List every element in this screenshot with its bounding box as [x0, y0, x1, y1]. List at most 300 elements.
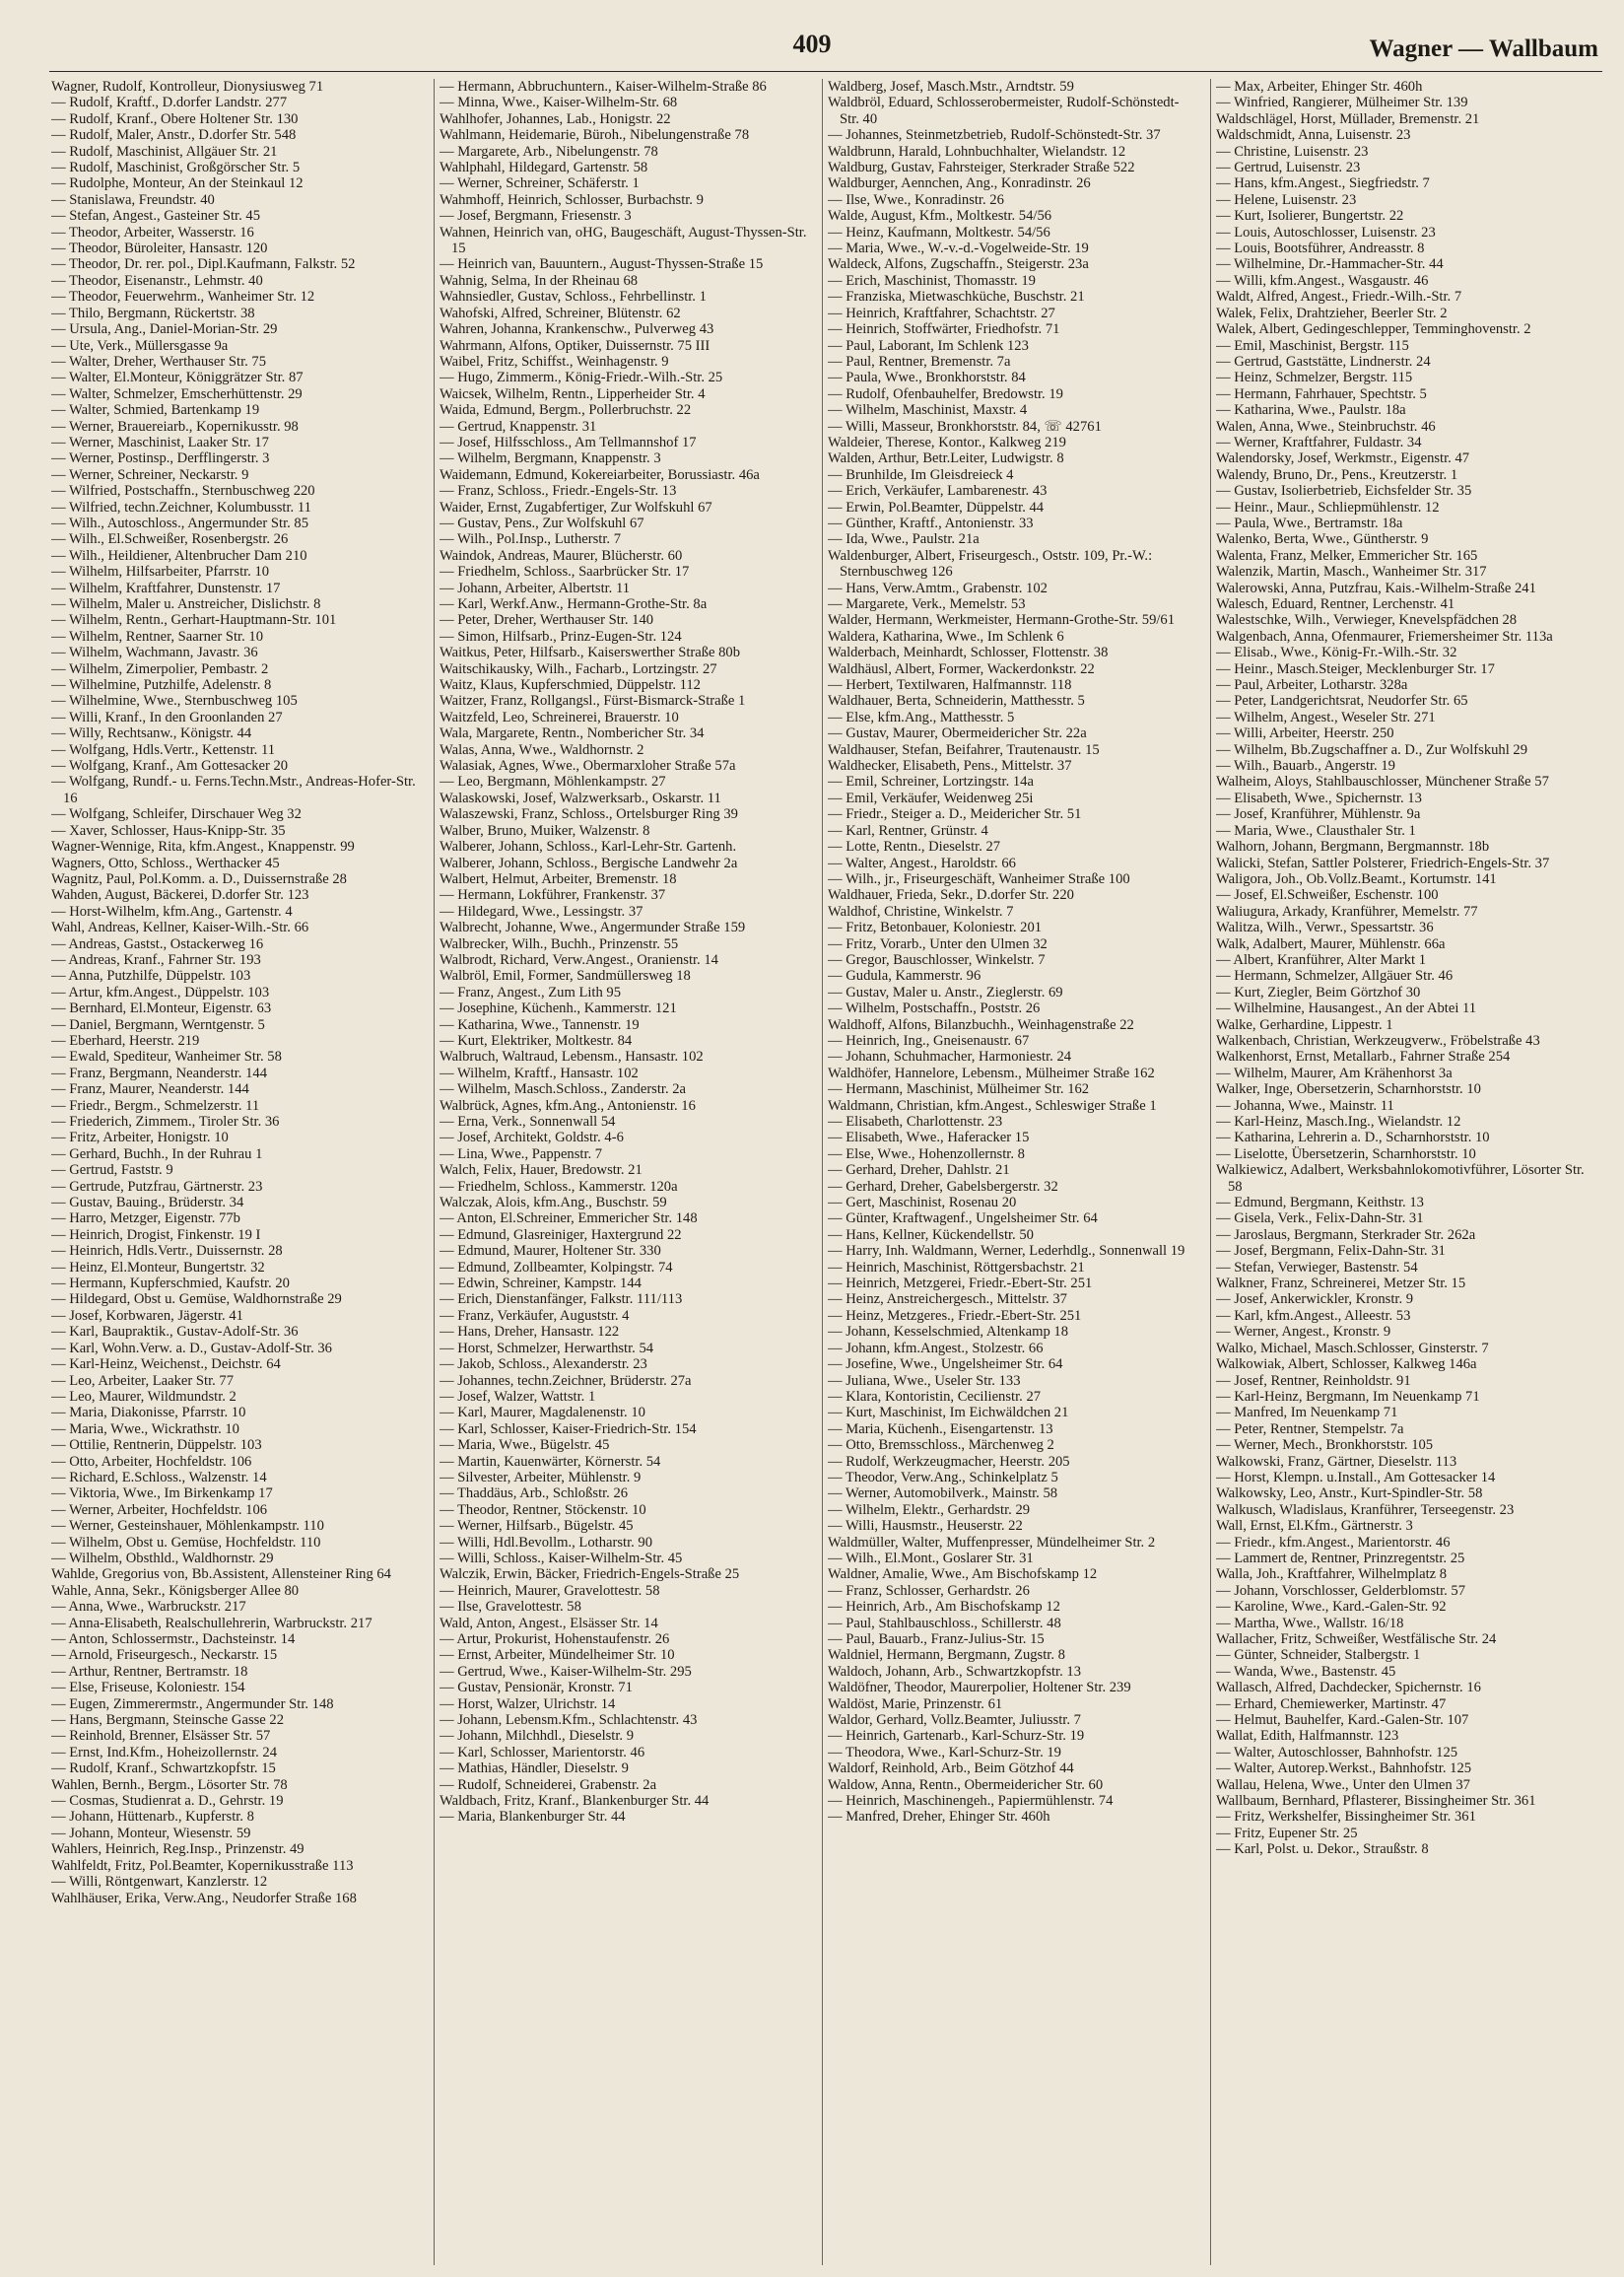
directory-entry: Wahnig, Selma, In der Rheinau 68	[440, 272, 639, 289]
directory-entry: Wahnen, Heinrich van, oHG, Baugeschäft, August-Thyssen-Str. 15	[440, 224, 807, 257]
directory-entry: — Karl-Heinz, Weichenst., Deichstr. 64	[51, 1356, 281, 1373]
directory-entry: — Edmund, Glasreiniger, Haxtergrund 22	[440, 1226, 682, 1243]
directory-entry: — Liselotte, Übersetzerin, Scharnhorststr. 10	[1216, 1145, 1476, 1162]
directory-entry: — Arthur, Rentner, Bertramstr. 18	[51, 1663, 248, 1680]
directory-entry: — Johann, kfm.Angest., Stolzestr. 66	[828, 1340, 1044, 1356]
directory-entry: — Gustav, Isolierbetrieb, Eichsfelder Str. 35	[1216, 483, 1472, 500]
directory-entry: Walkowiak, Albert, Schlosser, Kalkweg 146a	[1216, 1356, 1477, 1373]
directory-entry: Waliugura, Arkady, Kranführer, Memelstr. 77	[1216, 903, 1478, 920]
directory-entry: — Thaddäus, Arb., Schloßstr. 26	[440, 1485, 629, 1502]
directory-entry: — Hermann, Maschinist, Mülheimer Str. 162	[828, 1081, 1090, 1098]
directory-entry: — Otto, Bremsschloss., Märchenweg 2	[828, 1437, 1054, 1454]
directory-entry: — Heinr., Maur., Schliepmühlenstr. 12	[1216, 499, 1440, 516]
directory-entry: — Ernst, Ind.Kfm., Hoheizollernstr. 24	[51, 1744, 278, 1760]
directory-entry: — Erich, Dienstanfänger, Falkstr. 111/113	[440, 1291, 683, 1308]
directory-entry: Walk, Adalbert, Maurer, Mühlenstr. 66a	[1216, 935, 1446, 952]
directory-entry: Walden, Arthur, Betr.Leiter, Ludwigstr. 8	[828, 450, 1064, 467]
directory-entry: Wall, Ernst, El.Kfm., Gärtnerstr. 3	[1216, 1518, 1413, 1535]
directory-entry: Waldöfner, Theodor, Maurerpolier, Holtener Str. 239	[828, 1680, 1131, 1696]
directory-entry: — Johann, Schuhmacher, Harmoniestr. 24	[828, 1049, 1072, 1066]
directory-entry: — Gertrude, Putzfrau, Gärtnerstr. 23	[51, 1178, 263, 1195]
directory-entry: Waldow, Anna, Rentn., Obermeidericher Str. 60	[828, 1776, 1104, 1793]
directory-entry: Walkiewicz, Adalbert, Werksbahnlokomotivführer, Lösorter Str. 58	[1216, 1162, 1585, 1195]
directory-entry: — Hermann, Schmelzer, Allgäuer Str. 46	[1216, 968, 1454, 985]
directory-entry: — Wilhelm, Hilfsarbeiter, Pfarrstr. 10	[51, 564, 270, 581]
directory-entry: — Josef, Kranführer, Mühlenstr. 9a	[1216, 806, 1421, 823]
directory-entry: — Wilh., El.Mont., Goslarer Str. 31	[828, 1550, 1034, 1566]
directory-entry: — Wilhelm, Masch.Schloss., Zanderstr. 2a	[440, 1081, 687, 1098]
directory-entry: Wagners, Otto, Schloss., Werthacker 45	[51, 855, 280, 871]
directory-entry: — Stanislawa, Freundstr. 40	[51, 191, 215, 208]
directory-entry: Walenzik, Martin, Masch., Wanheimer Str. 317	[1216, 564, 1487, 581]
directory-entry: Waldenburger, Albert, Friseurgesch., Oststr. 109, Pr.-W.: Sternbuschweg 126	[828, 547, 1153, 581]
directory-entry: Waitkus, Peter, Hilfsarb., Kaiserswerther Straße 80b	[440, 645, 741, 661]
column-divider	[434, 79, 435, 2265]
directory-entry: Waldner, Amalie, Wwe., Am Bischofskamp 12	[828, 1566, 1098, 1583]
directory-entry: — Willi, Masseur, Bronkhorststr. 84, ☏ 42761	[828, 418, 1102, 435]
directory-entry: — Horst, Schmelzer, Herwarthstr. 54	[440, 1340, 654, 1356]
directory-entry: — Emil, Schreiner, Lortzingstr. 14a	[828, 774, 1034, 791]
directory-entry: — Franz, Schlosser, Gerhardstr. 26	[828, 1582, 1030, 1599]
directory-entry: — Ute, Verk., Müllersgasse 9a	[51, 337, 229, 354]
directory-entry: — Helene, Luisenstr. 23	[1216, 191, 1357, 208]
directory-entry: — Heinz, Kaufmann, Moltkestr. 54/56	[828, 224, 1050, 241]
directory-entry: — Karl, Baupraktik., Gustav-Adolf-Str. 36	[51, 1324, 299, 1341]
directory-entry: — Johann, Kesselschmied, Altenkamp 18	[828, 1324, 1069, 1341]
directory-entry: — Karoline, Wwe., Kard.-Galen-Str. 92	[1216, 1599, 1447, 1616]
directory-entry: Walbröl, Emil, Former, Sandmüllersweg 18	[440, 968, 691, 985]
directory-entry: Walasiak, Agnes, Wwe., Obermarxloher Straße 57a	[440, 758, 736, 775]
directory-entry: Wahofski, Alfred, Schreiner, Blütenstr. 62	[440, 305, 681, 321]
directory-entry: — Rudolf, Kraftf., D.dorfer Landstr. 277	[51, 95, 288, 111]
directory-entry: — Werner, Mech., Bronkhorststr. 105	[1216, 1437, 1434, 1454]
directory-entry: — Gertrud, Faststr. 9	[51, 1162, 173, 1179]
directory-entry: — Johann, Lebensm.Kfm., Schlachtenstr. 43	[440, 1712, 698, 1729]
directory-entry: — Hans, Bergmann, Steinsche Gasse 22	[51, 1712, 285, 1729]
directory-entry: — Heinz, Anstreichergesch., Mittelstr. 37	[828, 1291, 1067, 1308]
directory-entry: Walbert, Helmut, Arbeiter, Bremenstr. 18	[440, 870, 677, 887]
directory-entry: — Werner, Gesteinshauer, Möhlenkampstr. 110	[51, 1518, 324, 1535]
directory-entry: Walla, Joh., Kraftfahrer, Wilhelmplatz 8	[1216, 1566, 1448, 1583]
directory-entry: Wahmhoff, Heinrich, Schlosser, Burbachstr. 9	[440, 191, 704, 208]
directory-entry: — Ewald, Spediteur, Wanheimer Str. 58	[51, 1049, 282, 1066]
directory-entry: Walberer, Johann, Schloss., Karl-Lehr-Str. Gartenh.	[440, 839, 737, 856]
directory-entry: Walch, Felix, Hauer, Bredowstr. 21	[440, 1162, 643, 1179]
directory-entry: Wahl, Andreas, Kellner, Kaiser-Wilh.-Str. 66	[51, 920, 309, 936]
directory-entry: — Wilhelm, Elektr., Gerhardstr. 29	[828, 1501, 1031, 1518]
directory-entry: — Wilhelmine, Putzhilfe, Adelenstr. 8	[51, 677, 272, 694]
directory-entry: Wagner-Wennige, Rita, kfm.Angest., Knappenstr. 99	[51, 839, 355, 856]
directory-entry: — Josephine, Küchenh., Kammerstr. 121	[440, 1000, 677, 1017]
directory-entry: — Elisabeth, Wwe., Spichernstr. 13	[1216, 790, 1422, 806]
directory-entry: Waldor, Gerhard, Vollz.Beamter, Juliusstr. 7	[828, 1712, 1081, 1729]
directory-entry: — Leo, Bergmann, Möhlenkampstr. 27	[440, 774, 666, 791]
directory-entry: — Heinz, El.Monteur, Bungertstr. 32	[51, 1259, 265, 1276]
directory-entry: — Wilhelm, Maurer, Am Krähenhorst 3a	[1216, 1065, 1453, 1081]
directory-entry: — Erhard, Chemiewerker, Martinstr. 47	[1216, 1695, 1447, 1712]
directory-entry: — Werner, Schreiner, Schäferstr. 1	[440, 175, 640, 192]
directory-entry: — Ida, Wwe., Paulstr. 21a	[828, 531, 980, 548]
directory-entry: — Willi, Kranf., In den Groonlanden 27	[51, 709, 283, 725]
directory-entry: — Hans, kfm.Angest., Siegfriedstr. 7	[1216, 175, 1430, 192]
directory-entry: — Maria, Blankenburger Str. 44	[440, 1809, 626, 1826]
directory-entry: — Ilse, Wwe., Konradinstr. 26	[828, 191, 1004, 208]
directory-entry: — Johann, Vorschlosser, Gelderblomstr. 57	[1216, 1582, 1466, 1599]
directory-entry: — Anton, Schlossermstr., Dachsteinstr. 14	[51, 1631, 296, 1647]
directory-entry: — Wilhelm, Kraftf., Hansastr. 102	[440, 1065, 639, 1081]
directory-entry: — Paul, Laborant, Im Schlenk 123	[828, 337, 1029, 354]
directory-entry: Walek, Felix, Drahtzieher, Beerler Str. 2	[1216, 305, 1448, 321]
directory-entry: Wahlhäuser, Erika, Verw.Ang., Neudorfer Straße 168	[51, 1890, 357, 1906]
directory-entry: — Rudolf, Kranf., Obere Holtener Str. 130	[51, 110, 299, 127]
directory-entry: — Viktoria, Wwe., Im Birkenkamp 17	[51, 1485, 273, 1502]
directory-entry: — Peter, Rentner, Stempelstr. 7a	[1216, 1420, 1404, 1437]
directory-entry: Waldeier, Therese, Kontor., Kalkweg 219	[828, 434, 1066, 450]
directory-entry: — Heinrich, Maschinengeh., Papiermühlenstr. 74	[828, 1793, 1114, 1810]
directory-entry: — Wilfried, techn.Zeichner, Kolumbusstr. 11	[51, 499, 311, 516]
directory-entry: Walbrodt, Richard, Verw.Angest., Oranienstr. 14	[440, 951, 718, 968]
directory-entry: — Elisab., Wwe., König-Fr.-Wilh.-Str. 32	[1216, 645, 1457, 661]
directory-entry: — Johannes, techn.Zeichner, Brüderstr. 27a	[440, 1372, 692, 1389]
directory-entry: — Otto, Arbeiter, Hochfeldstr. 106	[51, 1453, 252, 1470]
directory-entry: Walde, August, Kfm., Moltkestr. 54/56	[828, 208, 1052, 225]
directory-entry: — Mathias, Händler, Dieselstr. 9	[440, 1760, 629, 1777]
directory-entry: Waitz, Klaus, Kupferschmied, Düppelstr. 112	[440, 677, 701, 694]
directory-entry: Wahlmann, Heidemarie, Büroh., Nibelungenstraße 78	[440, 127, 750, 144]
directory-entry: Waitzfeld, Leo, Schreinerei, Brauerstr. 10	[440, 709, 679, 725]
directory-entry: — Maria, Wwe., Clausthaler Str. 1	[1216, 822, 1416, 839]
directory-entry: — Walter, Autoschlosser, Bahnhofstr. 125	[1216, 1744, 1458, 1760]
directory-entry: — Katharina, Wwe., Tannenstr. 19	[440, 1016, 640, 1033]
directory-entry: Wallacher, Fritz, Schweißer, Westfälische Str. 24	[1216, 1631, 1497, 1647]
directory-entry: — Friedr., Steiger a. D., Meidericher Str. 51	[828, 806, 1082, 823]
directory-entry: Waider, Ernst, Zugabfertiger, Zur Wolfskuhl 67	[440, 499, 712, 516]
directory-entry: — Katharina, Wwe., Paulstr. 18a	[1216, 402, 1406, 419]
directory-entry: — Johann, Milchhdl., Dieselstr. 9	[440, 1728, 635, 1745]
directory-entry: — Hermann, Fahrhauer, Spechtstr. 5	[1216, 385, 1427, 402]
directory-entry: Waibel, Fritz, Schiffst., Weinhagenstr. 9	[440, 353, 669, 370]
directory-entry: — Erich, Maschinist, Thomasstr. 19	[828, 272, 1036, 289]
directory-entry: — Theodor, Verw.Ang., Schinkelplatz 5	[828, 1469, 1058, 1485]
directory-entry: — Willi, Schloss., Kaiser-Wilhelm-Str. 45	[440, 1550, 683, 1566]
directory-entry: — Anna-Elisabeth, Realschullehrerin, Warbruckstr. 217	[51, 1615, 372, 1631]
directory-entry: — Else, Wwe., Hohenzollernstr. 8	[828, 1145, 1025, 1162]
directory-entry: Walbruch, Waltraud, Lebensm., Hansastr. 102	[440, 1049, 704, 1066]
directory-entry: Wahnsiedler, Gustav, Schloss., Fehrbellinstr. 1	[440, 289, 707, 306]
directory-entry: — Hans, Dreher, Hansastr. 122	[440, 1324, 620, 1341]
directory-entry: — Rudolf, Schneiderei, Grabenstr. 2a	[440, 1776, 657, 1793]
directory-entry: Waldhof, Christine, Winkelstr. 7	[828, 903, 1014, 920]
directory-entry: — Fritz, Arbeiter, Honigstr. 10	[51, 1130, 229, 1146]
directory-entry: Walaszewski, Franz, Schloss., Ortelsburger Ring 39	[440, 806, 738, 823]
directory-entry: — Karl, Schlosser, Kaiser-Friedrich-Str. 154	[440, 1420, 697, 1437]
directory-entry: — Heinrich, Arb., Am Bischofskamp 12	[828, 1599, 1060, 1616]
directory-entry: — Karl, Schlosser, Marientorstr. 46	[440, 1744, 645, 1760]
directory-entry: Waldhäusl, Albert, Former, Wackerdonkstr. 22	[828, 660, 1095, 677]
directory-entry: Walas, Anna, Wwe., Waldhornstr. 2	[440, 741, 644, 758]
directory-entry: — Walter, Dreher, Werthauser Str. 75	[51, 353, 267, 370]
directory-entry: — Wilfried, Postschaffn., Sternbuschweg 220	[51, 483, 315, 500]
directory-entry: — Josef, Architekt, Goldstr. 4-6	[440, 1130, 624, 1146]
directory-entry: Waindok, Andreas, Maurer, Blücherstr. 60	[440, 547, 683, 564]
directory-entry: — Eberhard, Heerstr. 219	[51, 1032, 200, 1049]
directory-entry: — Cosmas, Studienrat a. D., Gehrstr. 19	[51, 1793, 284, 1810]
directory-entry: — Anna, Putzhilfe, Düppelstr. 103	[51, 968, 251, 985]
directory-entry: — Harro, Metzger, Eigenstr. 77b	[51, 1210, 240, 1227]
directory-entry: Wagnitz, Paul, Pol.Komm. a. D., Duissernstraße 28	[51, 870, 347, 887]
directory-entry: Walestschke, Wilh., Verwieger, Knevelspfädchen 28	[1216, 612, 1518, 629]
directory-entry: Walkner, Franz, Schreinerei, Metzer Str. 15	[1216, 1276, 1466, 1292]
directory-entry: — Elisabeth, Wwe., Haferacker 15	[828, 1130, 1030, 1146]
directory-entry: Waldeck, Alfons, Zugschaffn., Steigerstr. 23a	[828, 256, 1089, 273]
directory-entry: — Maria, Diakonisse, Pfarrstr. 10	[51, 1405, 246, 1421]
directory-entry: — Edmund, Zollbeamter, Kolpingstr. 74	[440, 1259, 673, 1276]
directory-entry: — Werner, Hilfsarb., Bügelstr. 45	[440, 1518, 634, 1535]
directory-entry: — Franz, Maurer, Neanderstr. 144	[51, 1081, 249, 1098]
column-divider	[1210, 79, 1211, 2265]
directory-entry: — Herbert, Textilwaren, Halfmannstr. 118	[828, 677, 1072, 694]
directory-entry: — Theodor, Feuerwehrm., Wanheimer Str. 12	[51, 289, 315, 306]
directory-entry: — Wilhelmine, Wwe., Sternbuschweg 105	[51, 693, 298, 710]
directory-entry: — Rudolf, Maschinist, Großgörscher Str. 5	[51, 160, 301, 176]
directory-entry: — Josef, El.Schweißer, Eschenstr. 100	[1216, 887, 1439, 904]
directory-entry: — Wilh., Autoschloss., Angermunder Str. 85	[51, 515, 309, 531]
directory-entry: — Klara, Kontoristin, Cecilienstr. 27	[828, 1388, 1042, 1405]
directory-entry: — Franz, Bergmann, Neanderstr. 144	[51, 1065, 267, 1081]
directory-entry: — Wilhelm, Bergmann, Knappenstr. 3	[440, 450, 661, 467]
directory-entry: Walkowski, Franz, Gärtner, Dieselstr. 113	[1216, 1453, 1457, 1470]
directory-entry: Waldhöfer, Hannelore, Lebensm., Mülheimer Straße 162	[828, 1065, 1155, 1081]
directory-entry: — Jakob, Schloss., Alexanderstr. 23	[440, 1356, 647, 1373]
directory-entry: — Hugo, Zimmerm., König-Friedr.-Wilh.-Str. 25	[440, 370, 723, 386]
directory-entry: Walhorn, Johann, Bergmann, Bergmannstr. 18b	[1216, 839, 1490, 856]
directory-entry: — Rudolf, Werkzeugmacher, Heerstr. 205	[828, 1453, 1070, 1470]
directory-entry: Walkusch, Wladislaus, Kranführer, Terseegenstr. 23	[1216, 1501, 1515, 1518]
directory-entry: — Gustav, Maler u. Anstr., Zieglerstr. 69	[828, 984, 1063, 1000]
directory-entry: Walenko, Berta, Wwe., Güntherstr. 9	[1216, 531, 1429, 548]
directory-entry: — Gustav, Pensionär, Kronstr. 71	[440, 1680, 633, 1696]
directory-entry: — Erna, Verk., Sonnenwall 54	[440, 1114, 616, 1130]
directory-entry: Walendorsky, Josef, Werkmstr., Eigenstr. 47	[1216, 450, 1470, 467]
directory-entry: — Else, Friseuse, Koloniestr. 154	[51, 1680, 245, 1696]
directory-entry: — Wilhelm, Obsthld., Waldhornstr. 29	[51, 1550, 274, 1566]
column-1	[51, 79, 421, 2267]
directory-entry: Waldbach, Fritz, Kranf., Blankenburger Str. 44	[440, 1793, 710, 1810]
directory-entry: — Wilhelm, Rentner, Saarner Str. 10	[51, 628, 263, 645]
directory-entry: Wald, Anton, Angest., Elsässer Str. 14	[440, 1615, 658, 1631]
directory-entry: Waitschikausky, Wilh., Facharb., Lortzingstr. 27	[440, 660, 717, 677]
running-head: Wagner — Wallbaum	[1369, 35, 1598, 62]
directory-entry: Wahlers, Heinrich, Reg.Insp., Prinzenstr. 49	[51, 1841, 304, 1858]
directory-entry: — Artur, kfm.Angest., Düppelstr. 103	[51, 984, 270, 1000]
directory-entry: — Heinrich, Kraftfahrer, Schachtstr. 27	[828, 305, 1055, 321]
directory-entry: — Josef, Rentner, Reinholdstr. 91	[1216, 1372, 1411, 1389]
directory-entry: Walerowski, Anna, Putzfrau, Kais.-Wilhelm-Straße 241	[1216, 580, 1536, 596]
header-rule	[49, 71, 1602, 72]
directory-entry: Wallau, Helena, Wwe., Unter den Ulmen 37	[1216, 1776, 1470, 1793]
directory-entry: — Ottilie, Rentnerin, Düppelstr. 103	[51, 1437, 262, 1454]
directory-entry: — Katharina, Lehrerin a. D., Scharnhorststr. 10	[1216, 1130, 1490, 1146]
directory-entry: Waligora, Joh., Ob.Vollz.Beamt., Kortumstr. 141	[1216, 870, 1497, 887]
directory-entry: — Brunhilde, Im Gleisdreieck 4	[828, 466, 1014, 483]
directory-entry: Walkenbach, Christian, Werkzeugverw., Fröbelstraße 43	[1216, 1032, 1540, 1049]
directory-entry: — Günther, Kraftf., Antonienstr. 33	[828, 515, 1034, 531]
directory-entry: — Edwin, Schreiner, Kampstr. 144	[440, 1276, 642, 1292]
directory-entry: Walesch, Eduard, Rentner, Lerchenstr. 41	[1216, 596, 1455, 612]
directory-entry: — Manfred, Dreher, Ehinger Str. 460h	[828, 1809, 1050, 1826]
directory-entry: Walheim, Aloys, Stahlbauschlosser, Münchener Straße 57	[1216, 774, 1549, 791]
directory-entry: Waldbrunn, Harald, Lohnbuchhalter, Wielandstr. 12	[828, 143, 1126, 160]
directory-entry: Waldhauser, Stefan, Beifahrer, Trautenaustr. 15	[828, 741, 1100, 758]
directory-entry: Wahlen, Bernh., Bergm., Lösorter Str. 78	[51, 1776, 288, 1793]
directory-entry: — Heinrich, Ing., Gneisenaustr. 67	[828, 1032, 1030, 1049]
directory-entry: — Leo, Maurer, Wildmundstr. 2	[51, 1388, 237, 1405]
directory-entry: — Gertrud, Gaststätte, Lindnerstr. 24	[1216, 353, 1431, 370]
directory-entry: — Gisela, Verk., Felix-Dahn-Str. 31	[1216, 1210, 1424, 1227]
directory-entry: — Wilh., Pol.Insp., Lutherstr. 7	[440, 531, 621, 548]
directory-entry: — Werner, Schreiner, Neckarstr. 9	[51, 466, 249, 483]
directory-entry: — Rudolf, Maschinist, Allgäuer Str. 21	[51, 143, 278, 160]
directory-entry: — Horst, Walzer, Ulrichstr. 14	[440, 1695, 616, 1712]
directory-entry: Waidemann, Edmund, Kokereiarbeiter, Borussiastr. 46a	[440, 466, 760, 483]
page-number: 409	[792, 30, 832, 58]
directory-entry: — Lina, Wwe., Pappenstr. 7	[440, 1145, 603, 1162]
directory-entry: — Theodor, Dr. rer. pol., Dipl.Kaufmann, Falkstr. 52	[51, 256, 356, 273]
directory-entry: — Fritz, Werkshelfer, Bissingheimer Str. 361	[1216, 1809, 1476, 1826]
directory-entry: — Erich, Verkäufer, Lambarenestr. 43	[828, 483, 1048, 500]
directory-entry: — Heinrich, Metzgerei, Friedr.-Ebert-Str. 251	[828, 1276, 1093, 1292]
directory-entry: — Ernst, Arbeiter, Mündelheimer Str. 10	[440, 1647, 675, 1664]
directory-entry: Wahlphahl, Hildegard, Gartenstr. 58	[440, 160, 648, 176]
directory-entry: — Louis, Bootsführer, Andreasstr. 8	[1216, 241, 1425, 257]
directory-entry: — Paul, Arbeiter, Lotharstr. 328a	[1216, 677, 1408, 694]
directory-entry: — Gregor, Bauschlosser, Winkelstr. 7	[828, 951, 1046, 968]
directory-entry: — Heinrich, Stoffwärter, Friedhofstr. 71	[828, 321, 1060, 338]
directory-entry: — Maria, Wwe., Wickrathstr. 10	[51, 1420, 239, 1437]
directory-entry: Waldhoff, Alfons, Bilanzbuchh., Weinhagenstraße 22	[828, 1016, 1134, 1033]
directory-entry: Waldniel, Hermann, Bergmann, Zugstr. 8	[828, 1647, 1065, 1664]
directory-entry: Waida, Edmund, Bergm., Pollerbruchstr. 22	[440, 402, 692, 419]
directory-entry: — Johann, Hüttenarb., Kupferstr. 8	[51, 1809, 254, 1826]
directory-entry: — Johann, Monteur, Wiesenstr. 59	[51, 1825, 251, 1841]
directory-entry: — Walter, El.Monteur, Königgrätzer Str. 87	[51, 370, 304, 386]
directory-entry: Walendy, Bruno, Dr., Pens., Kreutzerstr. 1	[1216, 466, 1458, 483]
directory-entry: — Josef, Korbwaren, Jägerstr. 41	[51, 1307, 243, 1324]
directory-entry: Walaskowski, Josef, Walzwerksarb., Oskarstr. 11	[440, 790, 721, 806]
directory-entry: — Heinrich, Maurer, Gravelottestr. 58	[440, 1582, 660, 1599]
directory-entry: Wala, Margarete, Rentn., Nombericher Str. 34	[440, 725, 705, 742]
directory-entry: — Karl-Heinz, Bergmann, Im Neuenkamp 71	[1216, 1388, 1480, 1405]
directory-entry: Waldorf, Reinhold, Arb., Beim Götzhof 44	[828, 1760, 1074, 1777]
directory-entry: — Stefan, Angest., Gasteiner Str. 45	[51, 208, 260, 225]
directory-entry: Walkowsky, Leo, Anstr., Kurt-Spindler-Str. 58	[1216, 1485, 1483, 1502]
directory-entry: Wahren, Johanna, Krankenschw., Pulverweg 43	[440, 321, 714, 338]
directory-entry: — Friederich, Zimmem., Tiroler Str. 36	[51, 1114, 280, 1130]
directory-entry: — Anna, Wwe., Warbruckstr. 217	[51, 1599, 246, 1616]
directory-entry: — Karl, Rentner, Grünstr. 4	[828, 822, 988, 839]
directory-entry: — Hildegard, Wwe., Lessingstr. 37	[440, 903, 643, 920]
directory-entry: — Gudula, Kammerstr. 96	[828, 968, 981, 985]
directory-entry: — Arnold, Friseurgesch., Neckarstr. 15	[51, 1647, 278, 1664]
directory-entry: — Edmund, Maurer, Holtener Str. 330	[440, 1243, 661, 1260]
directory-entry: — Ilse, Gravelottestr. 58	[440, 1599, 581, 1616]
directory-entry: — Wilhelmine, Hausangest., An der Abtei 11	[1216, 1000, 1477, 1017]
directory-entry: — Reinhold, Brenner, Elsässer Str. 57	[51, 1728, 271, 1745]
directory-entry: Waldhauer, Berta, Schneiderin, Matthesstr. 5	[828, 693, 1085, 710]
directory-entry: — Edmund, Bergmann, Keithstr. 13	[1216, 1195, 1424, 1211]
directory-entry: — Andreas, Gastst., Ostackerweg 16	[51, 935, 264, 952]
directory-entry: Wahrmann, Alfons, Optiker, Duissernstr. 75 III	[440, 337, 710, 354]
directory-entry: — Theodor, Büroleiter, Hansastr. 120	[51, 241, 268, 257]
directory-entry: — Maria, Küchenh., Eisengartenstr. 13	[828, 1420, 1053, 1437]
directory-entry: — Karl, kfm.Angest., Alleestr. 53	[1216, 1307, 1411, 1324]
directory-entry: — Wanda, Wwe., Bastenstr. 45	[1216, 1663, 1396, 1680]
directory-entry: — Paula, Wwe., Bertramstr. 18a	[1216, 515, 1403, 531]
directory-entry: Wagner, Rudolf, Kontrolleur, Dionysiusweg 71	[51, 79, 324, 95]
directory-entry: — Johanna, Wwe., Mainstr. 11	[1216, 1097, 1394, 1114]
directory-entry: — Wilhelm, Postschaffn., Poststr. 26	[828, 1000, 1041, 1017]
directory-entry: — Erwin, Pol.Beamter, Düppelstr. 44	[828, 499, 1045, 516]
directory-entry: Walkenhorst, Ernst, Metallarb., Fahrner Straße 254	[1216, 1049, 1511, 1066]
directory-entry: — Else, kfm.Ang., Matthesstr. 5	[828, 709, 1015, 725]
directory-entry: — Xaver, Schlosser, Haus-Knipp-Str. 35	[51, 822, 286, 839]
directory-entry: — Gert, Maschinist, Rosenau 20	[828, 1195, 1017, 1211]
directory-entry: — Anton, El.Schreiner, Emmericher Str. 148	[440, 1210, 698, 1227]
directory-entry: — Werner, Automobilverk., Mainstr. 58	[828, 1485, 1058, 1502]
directory-entry: — Friedhelm, Schloss., Saarbrücker Str. 17	[440, 564, 690, 581]
directory-entry: — Lotte, Rentn., Dieselstr. 27	[828, 839, 1001, 856]
directory-entry: — Wilh., Bauarb., Angerstr. 19	[1216, 758, 1395, 775]
directory-entry: — Josef, Hilfsschloss., Am Tellmannshof 17	[440, 434, 697, 450]
directory-entry: — Louis, Autoschlosser, Luisenstr. 23	[1216, 224, 1436, 241]
directory-entry: — Richard, E.Schloss., Walzenstr. 14	[51, 1469, 267, 1485]
directory-entry: — Josefine, Wwe., Ungelsheimer Str. 64	[828, 1356, 1063, 1373]
directory-entry: — Hermann, Kupferschmied, Kaufstr. 20	[51, 1276, 290, 1292]
directory-entry: — Walter, Autorep.Werkst., Bahnhofstr. 125	[1216, 1760, 1472, 1777]
directory-entry: Wahlfeldt, Fritz, Pol.Beamter, Kopernikusstraße 113	[51, 1857, 354, 1874]
directory-entry: — Rudolf, Maler, Anstr., D.dorfer Str. 548	[51, 127, 297, 144]
directory-entry: — Karl, Werkf.Anw., Hermann-Grothe-Str. 8a	[440, 596, 708, 612]
directory-entry: Waldberg, Josef, Masch.Mstr., Arndtstr. 59	[828, 79, 1074, 95]
directory-entry: — Paula, Wwe., Bronkhorststr. 84	[828, 370, 1026, 386]
directory-entry: — Emil, Maschinist, Bergstr. 115	[1216, 337, 1409, 354]
directory-entry: Waldera, Katharina, Wwe., Im Schlenk 6	[828, 628, 1064, 645]
directory-entry: — Rudolf, Ofenbauhelfer, Bredowstr. 19	[828, 385, 1063, 402]
directory-entry: — Willi, Hausmstr., Heuserstr. 22	[828, 1518, 1023, 1535]
directory-entry: Walbrecht, Johanne, Wwe., Angermunder Straße 159	[440, 920, 746, 936]
directory-entry: — Wolfgang, Kranf., Am Gottesacker 20	[51, 758, 289, 775]
directory-entry: Waicsek, Wilhelm, Rentn., Lipperheider Str. 4	[440, 385, 706, 402]
directory-entry: — Eugen, Zimmerermstr., Angermunder Str. 148	[51, 1695, 334, 1712]
directory-entry: Walczak, Alois, kfm.Ang., Buschstr. 59	[440, 1195, 667, 1211]
directory-entry: — Gerhard, Dreher, Gabelsbergerstr. 32	[828, 1178, 1058, 1195]
directory-entry: — Wolfgang, Hdls.Vertr., Kettenstr. 11	[51, 741, 276, 758]
directory-entry: — Werner, Postinsp., Derfflingerstr. 3	[51, 450, 270, 467]
directory-entry: — Albert, Kranführer, Alter Markt 1	[1216, 951, 1426, 968]
directory-entry: Waldöst, Marie, Prinzenstr. 61	[828, 1695, 1003, 1712]
directory-entry: — Lammert de, Rentner, Prinzregentstr. 25	[1216, 1550, 1465, 1566]
directory-entry: — Winfried, Rangierer, Mülheimer Str. 139	[1216, 95, 1468, 111]
directory-entry: — Margarete, Verk., Memelstr. 53	[828, 596, 1026, 612]
directory-entry: — Wilhelm, Bb.Zugschaffner a. D., Zur Wolfskuhl 29	[1216, 741, 1528, 758]
directory-entry: — Gustav, Pens., Zur Wolfskuhl 67	[440, 515, 644, 531]
directory-entry: — Hildegard, Obst u. Gemüse, Waldhornstraße 29	[51, 1291, 342, 1308]
directory-entry: — Harry, Inh. Waldmann, Werner, Lederhdlg., Sonnenwall 19	[828, 1243, 1185, 1260]
directory-entry: Walczik, Erwin, Bäcker, Friedrich-Engels-Straße 25	[440, 1566, 740, 1583]
directory-entry: — Fritz, Vorarb., Unter den Ulmen 32	[828, 935, 1048, 952]
directory-entry: — Günter, Schneider, Stalbergstr. 1	[1216, 1647, 1421, 1664]
directory-entry: — Paul, Bauarb., Franz-Julius-Str. 15	[828, 1631, 1045, 1647]
